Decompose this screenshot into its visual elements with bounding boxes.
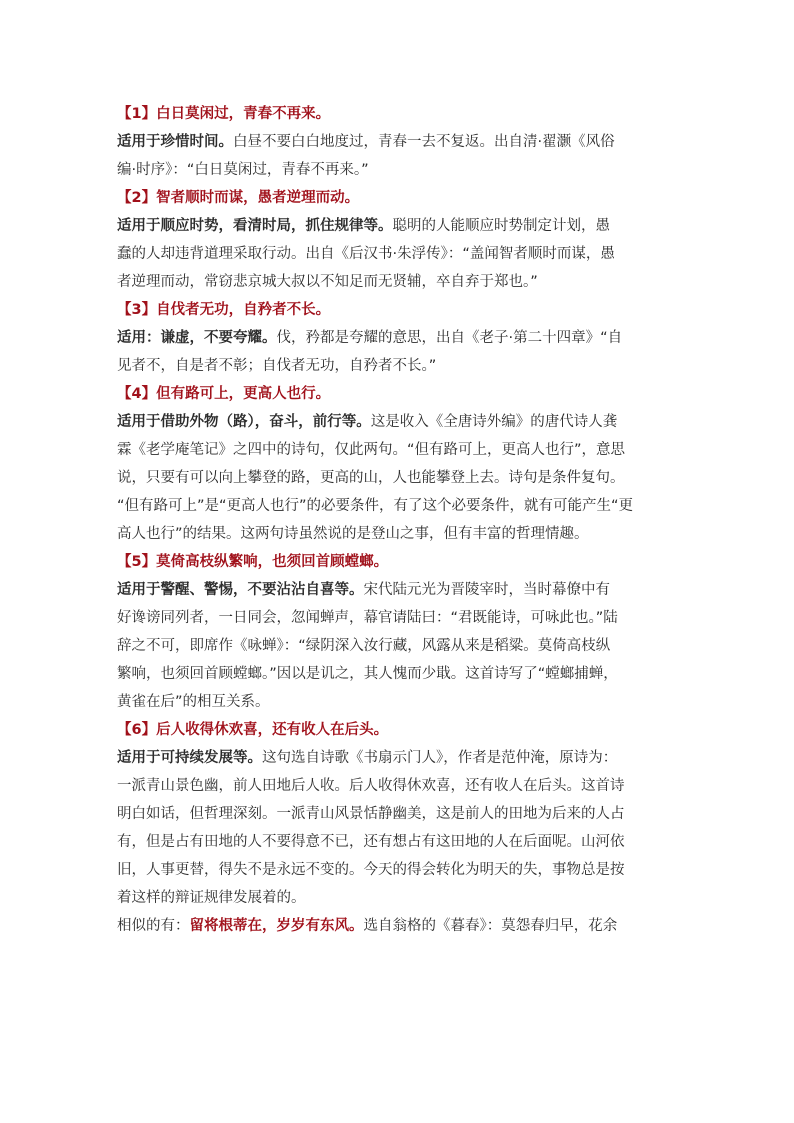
body-line: 说，只要有可以向上攀登的路，更高的山，人也能攀登上去。诗句是条件复句。 bbox=[117, 470, 625, 486]
body-text: 宋代陆元光为晋陵宰时，当时幕僚中有 bbox=[363, 582, 610, 598]
body-line: 编·时序》：“白日莫闲过，青春不再来。” bbox=[117, 162, 369, 178]
body-line bbox=[117, 576, 682, 604]
usage-label: 适用于警醒、警惕，不要沾沾自喜等。 bbox=[117, 582, 364, 598]
entry-1-body bbox=[117, 128, 682, 184]
entry-3-heading: 【3】自伐者无功，自矜者不长。 bbox=[117, 302, 331, 318]
entry-2-heading: 【2】智者顺时而谋，愚者逆理而动。 bbox=[117, 190, 360, 206]
similar-quote: 留将根蒂在，岁岁有东风。 bbox=[189, 918, 364, 934]
document-content bbox=[117, 100, 682, 940]
entry-4-body bbox=[117, 408, 682, 548]
entry-5-body bbox=[117, 576, 682, 716]
body-text: 这是收入《全唐诗外编》的唐代诗人龚 bbox=[370, 414, 618, 430]
body-line bbox=[117, 912, 682, 940]
entry-6-body bbox=[117, 744, 682, 940]
entry-5-heading: 【5】莫倚高枝纵繁响，也须回首顾螳螂。 bbox=[117, 554, 389, 570]
body-line: 繁响，也须回首顾螳螂。”因以是讥之，其人愧而少戢。这首诗写了“螳螂捕蝉， bbox=[117, 666, 618, 682]
body-line: 旧，人事更替，得失不是永远不变的。今天的得会转化为明天的失，事物总是按 bbox=[117, 862, 625, 878]
body-text: 选自翁格的《暮春》：莫怨春归早，花余 bbox=[363, 918, 618, 934]
usage-label: 适用：谦虚，不要夸耀。 bbox=[117, 330, 277, 346]
body-line: 者逆理而动，常窃悲京城大叔以不知足而无贤辅，卒自弃于郑也。” bbox=[117, 274, 538, 290]
usage-label: 适用于珍惜时间。 bbox=[117, 134, 233, 150]
body-line: 有，但是占有田地的人不要得意不已，还有想占有这田地的人在后面呢。山河依 bbox=[117, 834, 625, 850]
body-line: 高人也行”的结果。这两句诗虽然说的是登山之事，但有丰富的哲理情趣。 bbox=[117, 526, 589, 542]
body-line bbox=[117, 128, 682, 156]
usage-label: 适用于借助外物（路），奋斗，前行等。 bbox=[117, 414, 371, 430]
similar-label: 相似的有： bbox=[117, 918, 190, 934]
body-line: 好谗谤同列者，一日同会，忽闻蝉声，幕官请陆曰：“君既能诗，可咏此也。”陆 bbox=[117, 610, 618, 626]
body-line: “但有路可上”是“更高人也行”的必要条件，有了这个必要条件，就有可能产生“更 bbox=[117, 498, 634, 514]
body-line bbox=[117, 744, 682, 772]
body-text: 白昼不要白白地度过，青春一去不复返。出自清·翟灏《风俗 bbox=[233, 134, 615, 150]
body-text: 聪明的人能顺应时势制定计划，愚 bbox=[392, 218, 610, 234]
entry-4-heading: 【4】但有路可上，更高人也行。 bbox=[117, 386, 331, 402]
body-line: 见者不，自是者不彰；自伐者无功，自矜者不长。” bbox=[117, 358, 437, 374]
body-line bbox=[117, 212, 682, 240]
body-line: 一派青山景色幽，前人田地后人收。后人收得休欢喜，还有收人在后头。这首诗 bbox=[117, 778, 625, 794]
body-line: 黄雀在后”的相互关系。 bbox=[117, 694, 270, 710]
body-line: 着这样的辩证规律发展着的。 bbox=[117, 890, 306, 906]
body-text: 这句选自诗歌《书扇示门人》，作者是范仲淹，原诗为： bbox=[262, 750, 618, 766]
usage-label: 适用于可持续发展等。 bbox=[117, 750, 262, 766]
body-line: 霖《老学庵笔记》之四中的诗句，仅此两句。“但有路可上，更高人也行”，意思 bbox=[117, 442, 626, 458]
body-line: 辞之不可，即席作《咏蝉》：“绿阴深入汝行藏，风露从来是稻粱。莫倚高枝纵 bbox=[117, 638, 611, 654]
body-text: 伐，矜都是夸耀的意思，出自《老子·第二十四章》“自 bbox=[276, 330, 623, 346]
body-line bbox=[117, 324, 682, 352]
entry-3-body bbox=[117, 324, 682, 380]
body-line bbox=[117, 408, 682, 436]
body-line: 明白如话，但哲理深刻。一派青山风景恬静幽美，这是前人的田地为后来的人占 bbox=[117, 806, 625, 822]
usage-label: 适用于顺应时势，看清时局，抓住规律等。 bbox=[117, 218, 393, 234]
entry-6-heading: 【6】后人收得休欢喜，还有收人在后头。 bbox=[117, 722, 389, 738]
body-line: 蠢的人却违背道理采取行动。出自《后汉书·朱浮传》：“盖闻智者顺时而谋，愚 bbox=[117, 246, 615, 262]
entry-1-heading: 【1】白日莫闲过，青春不再来。 bbox=[117, 106, 331, 122]
entry-2-body bbox=[117, 212, 682, 296]
